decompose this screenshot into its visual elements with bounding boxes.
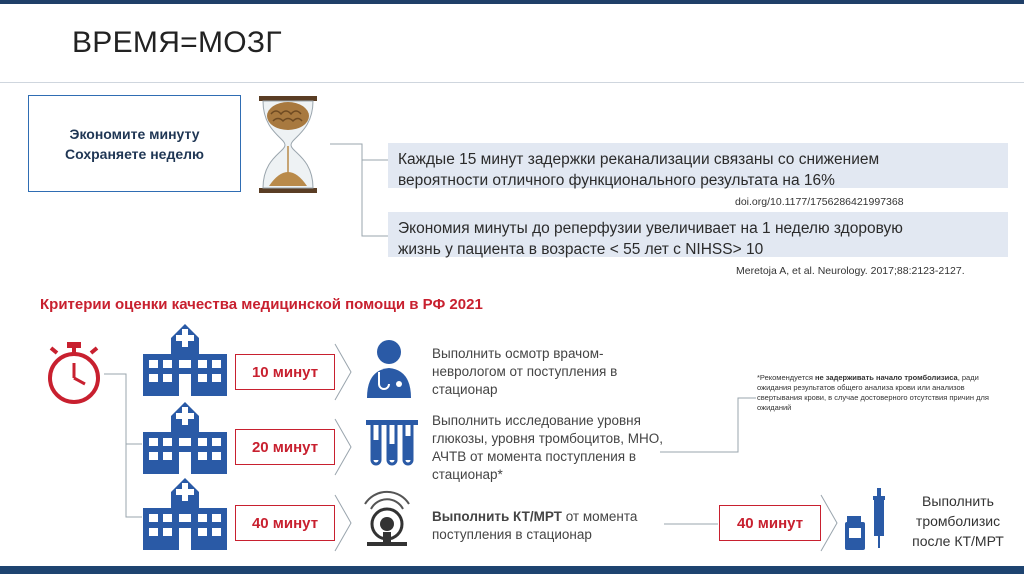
hospital-icon-3 <box>143 478 227 550</box>
fact-2-reference: Meretoja A, et al. Neurology. 2017;88:2123-2127. <box>736 265 965 277</box>
step-1-line-3: стационар <box>432 382 498 397</box>
time-box-20-min: 20 минут <box>235 429 335 465</box>
hourglass-brain-icon <box>257 96 319 194</box>
motto-line-2: Сохраняете неделю <box>65 145 204 162</box>
note-prefix: *Рекомендуется <box>757 373 815 382</box>
final-line-3: после КТ/МРТ <box>912 533 1004 549</box>
ct-scanner-icon <box>357 492 417 552</box>
fact-1-reference: doi.org/10.1177/1756286421997368 <box>735 196 904 208</box>
step-2-description <box>432 412 672 484</box>
final-line-1: Выполнить <box>922 493 994 509</box>
note-rest: , ради ожидания результатов общего анализа крови или анализов свертывания крови, в случае достоверного отсутствия причин для ожиданий <box>757 373 989 412</box>
step-3-description <box>432 508 672 544</box>
note-bold: не задерживать начало тромболизиса <box>814 373 958 382</box>
chevron-right-icon <box>821 495 839 551</box>
criteria-title: Критерии оценки качества медицинской помощи в РФ 2021 <box>40 296 483 313</box>
bracket-connector <box>330 140 390 240</box>
title-divider <box>0 82 1024 83</box>
final-step-connector <box>664 522 720 526</box>
motto-line-1: Экономите минуту <box>69 125 200 142</box>
step-1-description <box>432 345 672 399</box>
thrombolysis-footnote <box>757 373 1000 413</box>
final-line-2: тромболизис <box>915 513 1001 529</box>
time-box-40-min: 40 минут <box>235 505 335 541</box>
test-tubes-icon <box>366 420 418 470</box>
hospital-icon-1 <box>143 324 227 396</box>
step-3-bold: Выполнить КТ/МРТ <box>432 509 562 524</box>
motto-box <box>28 95 241 192</box>
step-2-line-3: АЧТВ от момента поступления в <box>432 449 636 464</box>
step-1-line-2: неврологом от поступления в <box>432 364 618 379</box>
tree-connector <box>104 372 144 522</box>
step-1-line-1: Выполнить осмотр врачом- <box>432 346 604 361</box>
doctor-icon <box>365 338 413 398</box>
fact-1-line-2: вероятности отличного функционального результата на 16% <box>398 172 835 189</box>
slide-title: ВРЕМЯ=МОЗГ <box>72 26 282 59</box>
fact-box-2 <box>388 212 1008 257</box>
chevron-right-icon <box>335 495 353 551</box>
step-3-rest: от момента <box>561 509 638 524</box>
step-2-line-2: глюкозы, уровня тромбоцитов, МНО, <box>432 431 664 446</box>
chevron-right-icon <box>335 344 353 400</box>
time-box-40-min-final: 40 минут <box>719 505 821 541</box>
note-connector <box>660 396 760 456</box>
top-accent-bar <box>0 0 1024 4</box>
stopwatch-icon <box>44 342 104 406</box>
fact-2-line-2: жизнь у пациента в возрасте < 55 лет с NIHSS> 10 <box>398 241 764 258</box>
bottom-accent-bar <box>0 566 1024 574</box>
step-3-line-2: поступления в стационар <box>432 527 592 542</box>
fact-2-line-1: Экономия минуты до реперфузии увеличивает на 1 неделю здоровую <box>398 220 903 237</box>
step-2-line-1: Выполнить исследование уровня <box>432 413 641 428</box>
time-box-10-min: 10 минут <box>235 354 335 390</box>
chevron-right-icon <box>335 419 353 475</box>
final-step-description <box>902 491 1014 551</box>
step-2-line-4: стационар* <box>432 467 503 482</box>
fact-1-line-1: Каждые 15 минут задержки реканализации связаны со снижением <box>398 151 880 168</box>
syringe-vial-icon <box>843 488 893 552</box>
fact-box-1 <box>388 143 1008 188</box>
hospital-icon-2 <box>143 402 227 474</box>
